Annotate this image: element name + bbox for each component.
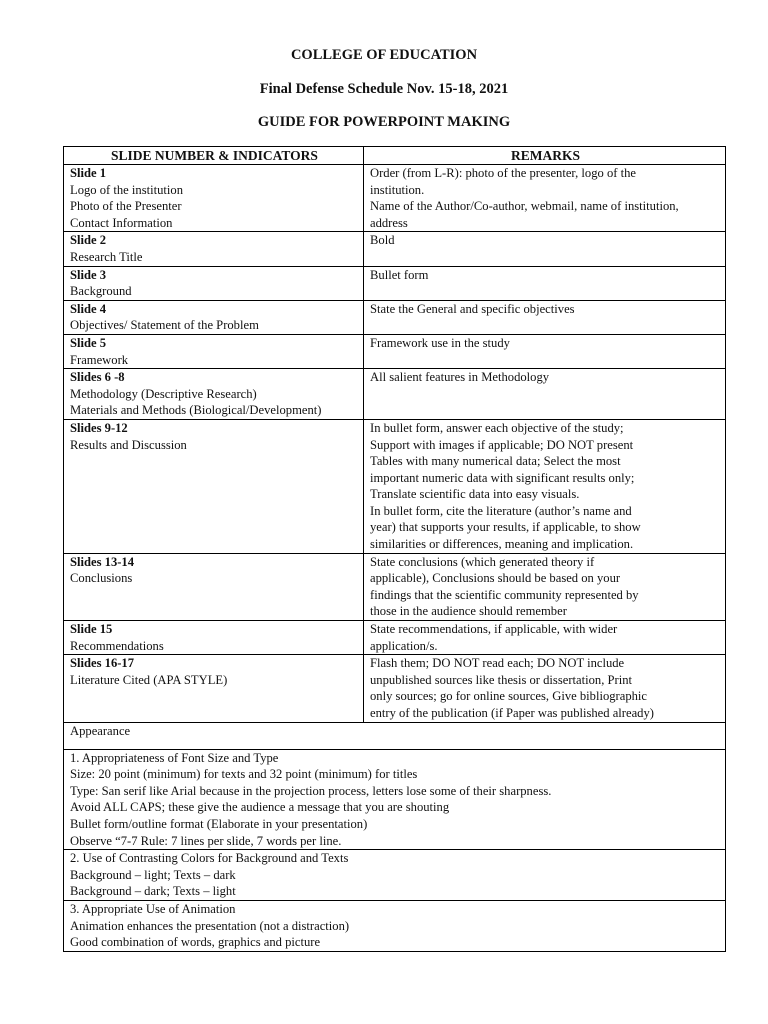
remark-text: State the General and specific objectives [370,301,575,316]
remark-text: only sources; go for online sources, Give bibliographic [370,689,648,704]
appearance-item-cell [64,900,726,951]
remarks-cell [364,266,726,300]
appearance-line: Observe “7-7 Rule: 7 lines per slide, 7 words per line. [70,833,342,848]
remark-text: year) that supports your results, if applicable, to show [370,520,641,535]
table-row [64,165,726,232]
slide-number: Slide 4 [70,301,107,316]
table-row [64,334,726,368]
remarks-cell [364,300,726,334]
remark-text: important numeric data with significant results only; [370,470,635,485]
remark-text: application/s. [370,638,438,653]
slide-indicator-cell [64,266,364,300]
remark-text: State recommendations, if applicable, with wider [370,622,618,637]
remark-text: Framework use in the study [370,335,510,350]
remark-text: In bullet form, cite the literature (author’s name and [370,503,632,518]
remark-text: State conclusions (which generated theory if [370,554,595,569]
slide-indicator-cell [64,165,364,232]
table-row [64,621,726,655]
indicator-text: Logo of the institution [70,182,183,197]
remarks-cell [364,553,726,620]
appearance-line: Good combination of words, graphics and picture [70,935,321,950]
indicator-text: Results and Discussion [70,437,187,452]
appearance-line: 2. Use of Contrasting Colors for Background and Texts [70,851,349,866]
indicator-text: Contact Information [70,215,173,230]
table-row [64,369,726,420]
indicator-text: Materials and Methods (Biological/Development) [70,403,322,418]
remarks-cell [364,369,726,420]
indicator-text: Background [70,284,132,299]
remark-text: Bullet form [370,267,429,282]
column-header-remarks: REMARKS [364,147,726,165]
appearance-heading-row [64,722,726,749]
appearance-heading: Appearance [64,722,726,749]
remark-text: findings that the scientific community represented by [370,587,639,602]
remark-text: Bold [370,233,395,248]
slide-number: Slide 15 [70,622,113,637]
remark-text: Flash them; DO NOT read each; DO NOT include [370,656,625,671]
appearance-line: 3. Appropriate Use of Animation [70,901,236,916]
table-header-row [64,147,726,165]
appearance-row [64,900,726,951]
remark-text: institution. [370,182,425,197]
table-row [64,419,726,553]
slide-indicator-cell [64,300,364,334]
remarks-cell [364,655,726,722]
remark-text: entry of the publication (if Paper was published already) [370,706,654,720]
college-heading: COLLEGE OF EDUCATION [290,47,478,63]
indicator-text: Photo of the Presenter [70,199,182,214]
remarks-cell [364,165,726,232]
slide-number: Slides 16-17 [70,656,135,671]
indicator-text: Objectives/ Statement of the Problem [70,318,259,333]
indicator-text: Research Title [70,249,143,264]
slide-number: Slide 5 [70,335,107,350]
slide-number: Slide 1 [70,166,107,180]
appearance-rows [64,722,726,951]
slide-indicator-cell [64,334,364,368]
remark-text: similarities or differences, meaning and implication. [370,537,634,552]
appearance-line: Avoid ALL CAPS; these give the audience a message that you are shouting [70,800,450,815]
slide-indicator-cell [64,419,364,553]
remark-text: In bullet form, answer each objective of the study; [370,420,624,435]
indicator-text: Literature Cited (APA STYLE) [70,672,228,687]
appearance-line: Type: San serif like Arial because in the projection process, letters lose some of their sharpness. [70,783,552,798]
appearance-line: 1. Appropriateness of Font Size and Type [70,750,279,765]
slide-number: Slides 13-14 [70,554,135,569]
remark-text: Order (from L-R): photo of the presenter, logo of the [370,166,636,180]
indicator-text: Conclusions [70,571,133,586]
guide-table [63,146,726,952]
table-row [64,232,726,266]
appearance-row [64,850,726,901]
table-row [64,266,726,300]
table-row [64,655,726,722]
appearance-row [64,749,726,850]
table-row [64,553,726,620]
remark-text: Tables with many numerical data; Select the most [370,454,621,469]
slide-rows [64,165,726,723]
slide-number: Slide 3 [70,267,107,282]
appearance-line: Background – dark; Texts – light [70,884,236,899]
table-row [64,300,726,334]
slide-indicator-cell [64,621,364,655]
remarks-cell [364,419,726,553]
appearance-line: Size: 20 point (minimum) for texts and 32 point (minimum) for titles [70,767,418,782]
schedule-heading: Final Defense Schedule Nov. 15-18, 2021 [259,81,509,97]
column-header-slide: SLIDE NUMBER & INDICATORS [64,147,364,165]
remarks-cell [364,232,726,266]
appearance-item-cell [64,850,726,901]
indicator-text: Recommendations [70,638,164,653]
indicator-text: Methodology (Descriptive Research) [70,386,257,401]
appearance-line: Animation enhances the presentation (not a distraction) [70,918,350,933]
slide-indicator-cell [64,369,364,420]
guide-heading: GUIDE FOR POWERPOINT MAKING [257,114,511,130]
remark-text: address [370,215,408,230]
slide-number: Slides 6 -8 [70,370,125,385]
remark-text: All salient features in Methodology [370,370,550,385]
remarks-cell [364,334,726,368]
remark-text: unpublished sources like thesis or dissertation, Print [370,672,632,687]
appearance-line: Background – light; Texts – dark [70,867,236,882]
slide-number: Slide 2 [70,233,107,248]
appearance-line: Bullet form/outline format (Elaborate in your presentation) [70,816,368,831]
remark-text: applicable), Conclusions should be based on your [370,571,621,586]
indicator-text: Framework [70,352,129,367]
slide-indicator-cell [64,655,364,722]
remark-text: those in the audience should remember [370,604,567,619]
slide-number: Slides 9-12 [70,420,128,435]
remarks-cell [364,621,726,655]
slide-indicator-cell [64,553,364,620]
slide-indicator-cell [64,232,364,266]
appearance-item-cell [64,749,726,850]
remark-text: Translate scientific data into easy visuals. [370,487,580,502]
remark-text: Name of the Author/Co-author, webmail, name of institution, [370,199,679,214]
remark-text: Support with images if applicable; DO NOT present [370,437,634,452]
